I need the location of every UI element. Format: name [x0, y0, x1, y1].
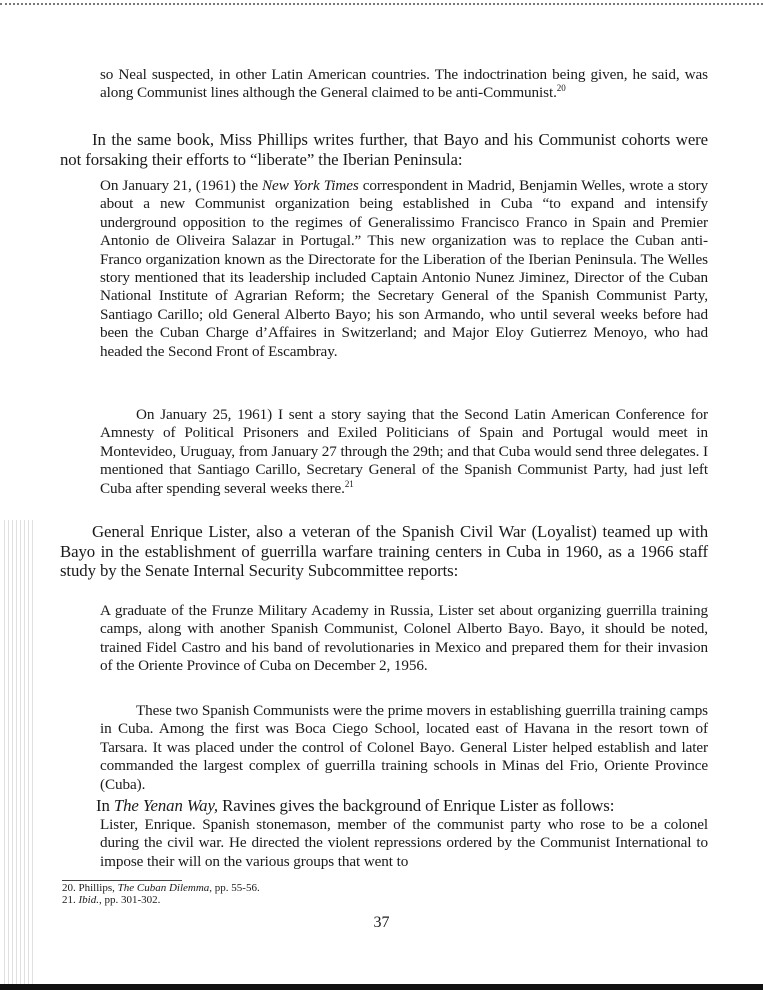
- quote-welles: On January 21, (1961) the New York Times correspondent in Madrid, Benjamin Welles, wrote a story about a new Communist organization being established in Cuba “to expand and intensify underground opposition to the regimes of Generalissimo Francisco Franco in Spain and Premier Antonio de Oliveira Salazar in Portugal.” This new organization was to replace the Cuban anti-Franco organization known as the Directorate for the Liberation of the Iberian Peninsula. The Welles story mentioned that its leadership included Captain Antonio Nunez Jiminez, Director of the Cuban National Institute of Agrarian Reform; the Secretary General of the Spanish Communist Party, Santiago Carillo; old General Alberto Bayo; his son Armando, who until several weeks before had been the Cuban Charge d’Affaires in Switzerland; and Major Eloy Gutierrez Menoyo, who had headed the Second Front of Escambray.: [100, 177, 708, 360]
- paragraph-yenan-way: In The Yenan Way, Ravines gives the background of Enrique Lister as follows:: [96, 796, 615, 815]
- quote-montevideo: On January 25, 1961) I sent a story saying that the Second Latin American Conference for Amnesty of Political Prisoners and Exiled Politicians of Spain and Portugal would meet in Montevideo, Uruguay, from January 27 through the 29th; and that Cuba would send three delegates. I mentioned that Santiago Carillo, Secretary General of the Spanish Communist Party, had just left Cuba after spending several weeks there.$^{21}$: [100, 406, 708, 497]
- footnote-ref-21: 21: [344, 478, 354, 489]
- top-edge-rule: [0, 3, 763, 5]
- paragraph-lister: General Enrique Lister, also a veteran of the Spanish Civil War (Loyalist) teamed up with Bayo in the establishment of guerrilla warfare training centers in Cuba in 1960, as a 1966 staff study by the Senate Internal Security Subcommittee reports:: [60, 522, 708, 580]
- footnote-20: 20. Phillips, The Cuban Dilemma, pp. 55-56.: [62, 882, 260, 894]
- page-number: 37: [373, 914, 390, 931]
- paragraph-phillips: In the same book, Miss Phillips writes further, that Bayo and his Communist cohorts were not forsaking their efforts to “liberate” the Iberian Peninsula:: [60, 130, 708, 169]
- footnote-21: 21. Ibid., pp. 301-302.: [62, 894, 161, 906]
- quote-neal: so Neal suspected, in other Latin American countries. The indoctrination being given, he said, was along Communist lines although the General claimed to be anti-Communist.$^{20}$: [100, 66, 708, 102]
- footnote-rule: [62, 880, 182, 881]
- bottom-edge-bar: [0, 984, 763, 990]
- quote-lister-bio: Lister, Enrique. Spanish stonemason, member of the communist party who rose to be a colonel during the civil war. He directed the violent repressions ordered by the Communist International to impose their will on the various groups that went to: [100, 816, 708, 870]
- quote-training-camps: These two Spanish Communists were the prime movers in establishing guerrilla training camps in Cuba. Among the first was Boca Ciego School, located east of Havana in the resort town of Tarsara. It was placed under the control of Colonel Bayo. General Lister helped establish and later commanded the largest complex of guerrilla training schools in Minas del Frio, Oriente Province (Cuba).: [100, 702, 708, 793]
- footnote-ref-20: 20: [556, 83, 566, 94]
- quote-frunze: A graduate of the Frunze Military Academy in Russia, Lister set about organizing guerrilla training camps, along with another Spanish Communist, Colonel Alberto Bayo. Bayo, it should be noted, trained Fidel Castro and his band of revolutionaries in Mexico and prepared them for their invasion of the Oriente Province of Cuba on December 2, 1956.: [100, 602, 708, 675]
